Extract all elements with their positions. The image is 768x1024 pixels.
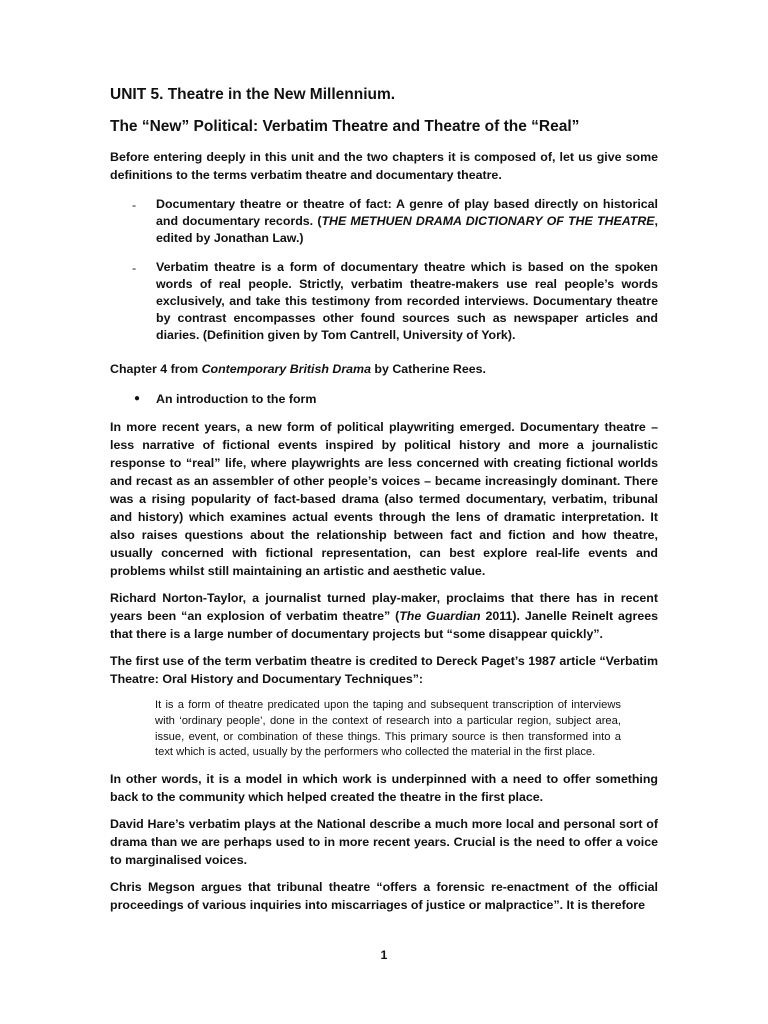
- paragraph: [110, 589, 658, 643]
- dictionary-title: THE METHUEN DRAMA DICTIONARY OF THE THEATRE: [321, 214, 655, 228]
- section-title: The “New” Political: Verbatim Theatre and Theatre of the “Real”: [110, 118, 580, 135]
- definition-text-part: , edited by Jonathan Law.): [156, 214, 658, 245]
- definition-item-documentary: [110, 196, 658, 247]
- unit-title: UNIT 5. Theatre in the New Millennium.: [110, 86, 396, 103]
- paragraph-part: 2011). Janelle Reinelt agrees that there is a large number of documentary projects but “some disappear quickly”.: [110, 609, 658, 641]
- block-quote: It is a form of theatre predicated upon the taping and subsequent transcription of interviews with ‘ordinary people’, done in the context of research into a particular region, subject area, issue, event, or combination of these things. This primary source is then transformed into a text which is acted, usually by the performers who collected the material in the first place.: [155, 699, 621, 759]
- page-number: 1: [380, 948, 388, 962]
- intro-paragraph: Before entering deeply in this unit and the two chapters it is composed of, let us give some definitions to the terms verbatim theatre and documentary theatre.: [110, 150, 658, 182]
- bullet-text: An introduction to the form: [156, 392, 317, 406]
- definition-text: [156, 196, 658, 247]
- definition-text-part: Documentary theatre or theatre of fact: A genre of play based directly on historical and documentary records. (: [156, 197, 658, 228]
- paragraph: Chris Megson argues that tribunal theatre “offers a forensic re-enactment of the official proceedings of various inquiries into miscarriages of justice or malpractice”. It is therefore: [110, 880, 658, 913]
- definition-text: Verbatim theatre is a form of documentary theatre which is based on the spoken words of real people. Strictly, verbatim theatre-makers use real people’s words exclusively, and take this testimony from recorded interviews. Documentary theatre by contrast encompasses other found sources such as newspaper articles and diaries. (Definition given by Tom Cantrell, University of York).: [156, 260, 658, 342]
- dash-marker: -: [132, 198, 137, 212]
- paragraph: David Hare’s verbatim plays at the National describe a much more local and personal sort of drama than we are perhaps used to in more recent years. Crucial is the need to offer a voice to marginalised voices.: [110, 817, 658, 868]
- paragraph: In more recent years, a new form of political playwriting emerged. Documentary theatre – less narrative of fictional events inspired by political history and more a journalistic response to “real” life, where playwrights are less concerned with creating fictional worlds and recast as an assembler of other people’s voices – became increasingly dominant. There was a rising popularity of fact-based drama (also termed documentary, verbatim, tribunal and history) which examines actual events through the lens of dramatic interpretation. It also raises questions about the relationship between fact and fiction and how theatre, usually concerned with fictional representation, can best explore real-life events and problems whilst still maintaining an artistic and aesthetic value.: [110, 420, 658, 578]
- dash-marker: -: [132, 261, 137, 275]
- chapter-heading: [110, 360, 658, 378]
- chapter-prefix: Chapter 4 from: [110, 362, 202, 376]
- definition-list: [110, 196, 658, 344]
- paragraph-part: Richard Norton-Taylor, a journalist turned play-maker, proclaims that there has in recent years been “an explosion of verbatim theatre” (: [110, 591, 658, 623]
- newspaper-title: The Guardian: [399, 609, 481, 623]
- paragraph: The first use of the term verbatim theatre is credited to Dereck Paget’s 1987 article “Verbatim Theatre: Oral History and Documentary Techniques”:: [110, 654, 658, 686]
- paragraph: In other words, it is a model in which work is underpinned with a need to offer something back to the community which helped created the theatre in the first place.: [110, 772, 658, 805]
- document-page: [110, 86, 658, 914]
- definition-item-verbatim: [110, 259, 658, 344]
- chapter-suffix: by Catherine Rees.: [370, 362, 486, 376]
- bullet-icon: ●: [134, 393, 141, 404]
- book-title: Contemporary British Drama: [201, 362, 371, 376]
- bullet-item: [110, 390, 658, 408]
